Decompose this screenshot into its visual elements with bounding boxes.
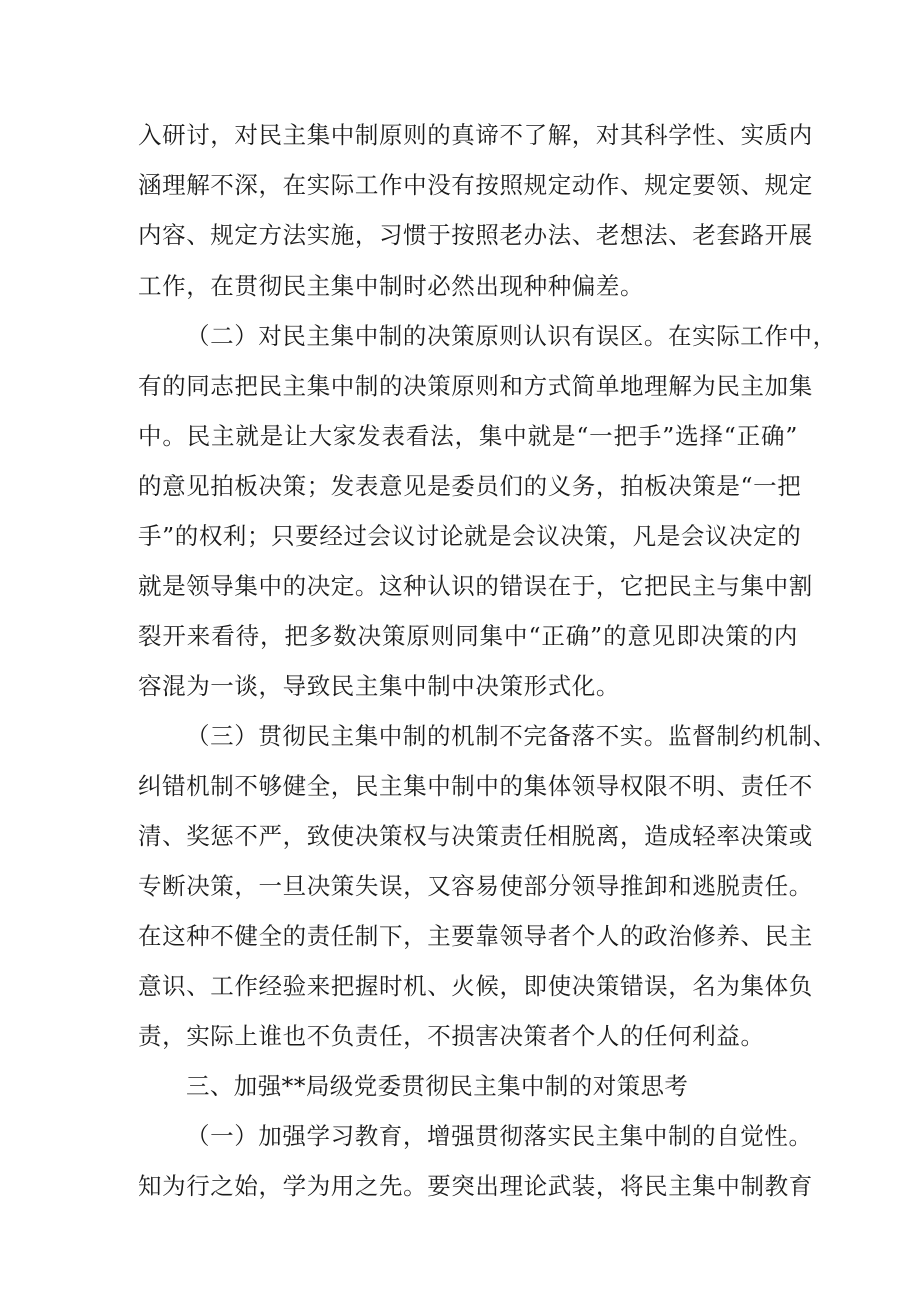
text-line-3: 内容、规定方法实施，习惯于按照老办法、老想法、老套路开展 [138,221,813,249]
text-line-17: 在这种不健全的责任制下，主要靠领导者个人的政治修养、民主 [138,922,813,950]
chapter-heading-3: 三、加强**局级党委贯彻民主集中制的对策思考 [186,1072,689,1100]
text-line-18: 意识、工作经验来把握时机、火候，即使决策错误，名为集体负 [138,972,813,1000]
text-line-9: 手”的权利；只要经过会议讨论就是会议决策，凡是会议决定的 [138,522,802,550]
text-line-4: 工作，在贯彻民主集中制时必然出现种种偏差。 [138,272,645,300]
text-line-19: 责，实际上谁也不负责任，不损害决策者个人的任何利益。 [138,1022,765,1050]
text-line-7: 中。民主就是让大家发表看法，集中就是“一把手”选择“正确” [138,422,798,450]
text-line-2: 涵理解不深，在实际工作中没有按照规定动作、规定要领、规定 [138,171,813,199]
text-line-11: 裂开来看待，把多数决策原则同集中“正确”的意见即决策的内 [138,622,798,650]
text-line-15: 清、奖惩不严，致使决策权与决策责任相脱离，造成轻率决策或 [138,822,813,850]
text-line-14: 纠错机制不够健全，民主集中制中的集体领导权限不明、责任不 [138,772,813,800]
section-heading-3: （三）贯彻民主集中制的机制不完备落不实。监督制约机制、 [186,722,837,750]
subsection-heading-1: （一）加强学习教育，增强贯彻落实民主集中制的自觉性。 [186,1122,813,1150]
section-heading-2: （二）对民主集中制的决策原则认识有误区。在实际工作中， [186,322,837,350]
text-line-12: 容混为一谈，导致民主集中制中决策形式化。 [138,672,620,700]
text-line-16: 专断决策，一旦决策失误，又容易使部分领导推卸和逃脱责任。 [138,872,813,900]
text-line-10: 就是领导集中的决定。这种认识的错误在于，它把民主与集中割 [138,572,813,600]
text-line-1: 入研讨，对民主集中制原则的真谛不了解，对其科学性、实质内 [138,121,813,149]
text-line-22: 知为行之始，学为用之先。要突出理论武装，将民主集中制教育 [138,1172,813,1200]
text-line-6: 有的同志把民主集中制的决策原则和方式简单地理解为民主加集 [138,372,813,400]
text-line-8: 的意见拍板决策；发表意见是委员们的义务，拍板决策是“一把 [138,472,802,500]
